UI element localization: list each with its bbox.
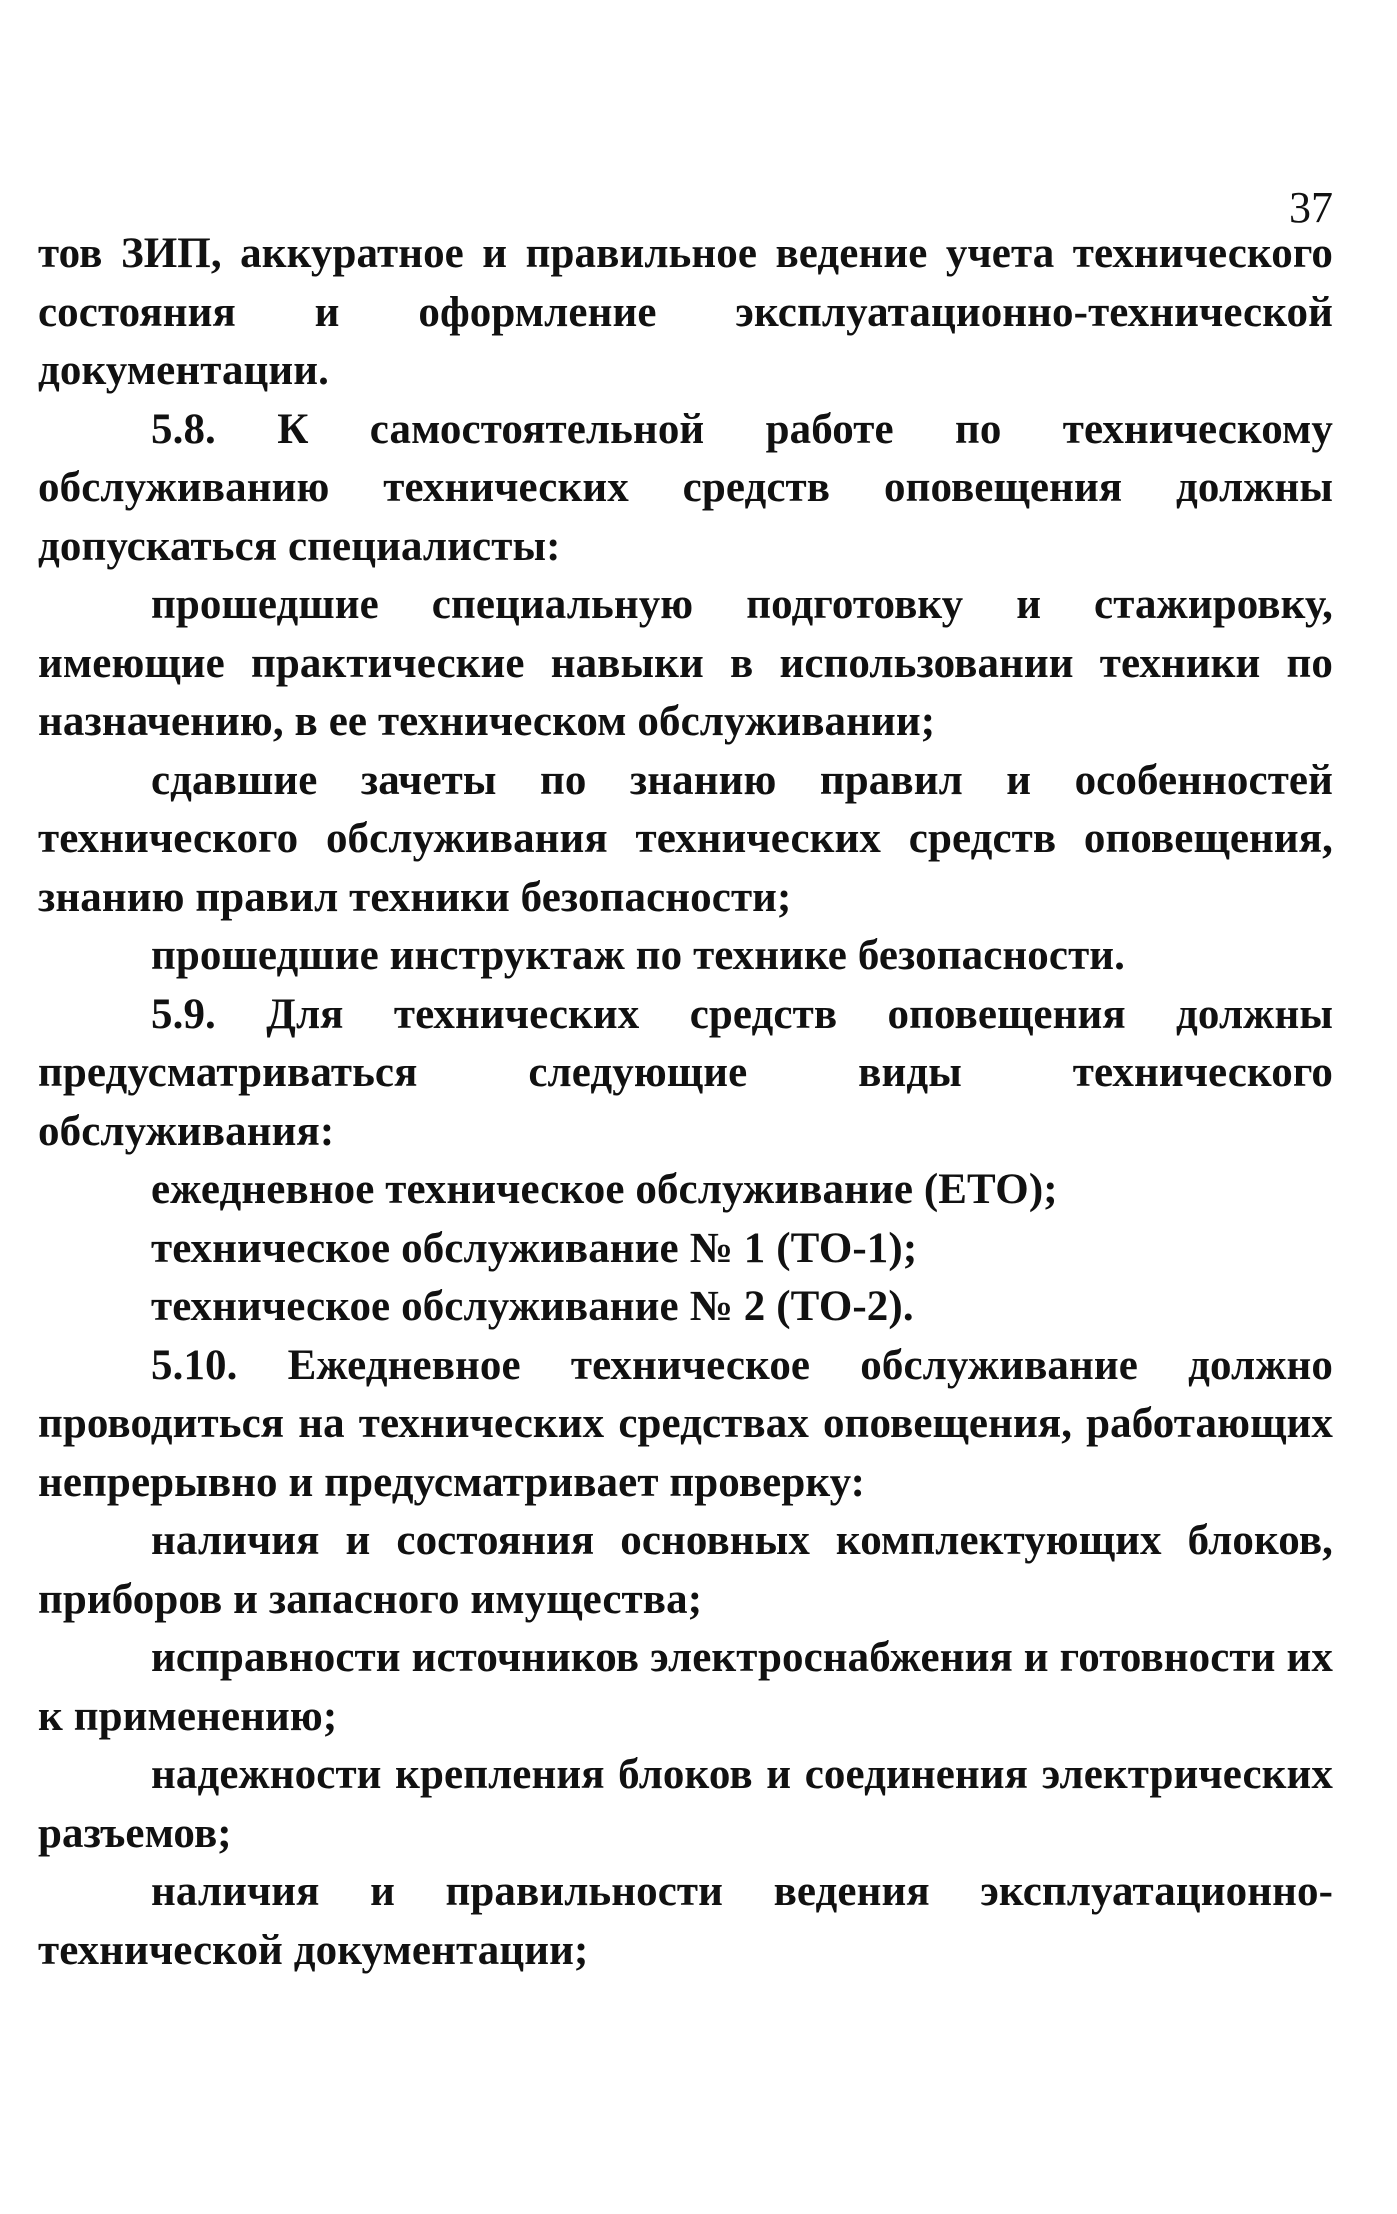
list-item: прошедшие инструктаж по технике безопасности. (151, 932, 1126, 979)
page-number: 37 (1289, 183, 1333, 232)
document-body (38, 225, 1333, 1980)
list-item: техническое обслуживание № 1 (ТО-1); (151, 1224, 918, 1272)
list-item: наличия и правильности ведения эксплуатационно-технической документации; (38, 1868, 1333, 1974)
list-item: исправности источников электроснабжения и готовности их к применению; (38, 1634, 1333, 1740)
paragraph-continuation: тов ЗИП, аккуратное и правильное ведение учета технического состояния и оформление эксплуатационно-технической документации. (38, 230, 1333, 394)
paragraph-5-10: 5.10. Ежедневное техническое обслуживание должно проводиться на технических средствах оповещения, работающих непрерывно и предусматривает проверку: (38, 1341, 1333, 1506)
list-item: прошедшие специальную подготовку и стажировку, имеющие практические навыки в использовании техники по назначению, в ее техническом обслуживании; (38, 581, 1333, 745)
list-item: ежедневное техническое обслуживание (ЕТО); (151, 1166, 1058, 1213)
list-item: надежности крепления блоков и соединения электрических разъемов; (38, 1751, 1333, 1857)
paragraph-5-8: 5.8. К самостоятельной работе по техническому обслуживанию технических средств оповещения должны допускаться специалисты: (38, 405, 1333, 570)
list-item: наличия и состояния основных комплектующих блоков, приборов и запасного имущества; (38, 1517, 1333, 1623)
list-item: сдавшие зачеты по знанию правил и особенностей технического обслуживания технических средств оповещения, знанию правил техники безопасности; (38, 756, 1333, 921)
list-item: техническое обслуживание № 2 (ТО-2). (151, 1283, 914, 1330)
paragraph-5-9: 5.9. Для технических средств оповещения должны предусматриваться следующие виды технического обслуживания: (38, 990, 1333, 1155)
